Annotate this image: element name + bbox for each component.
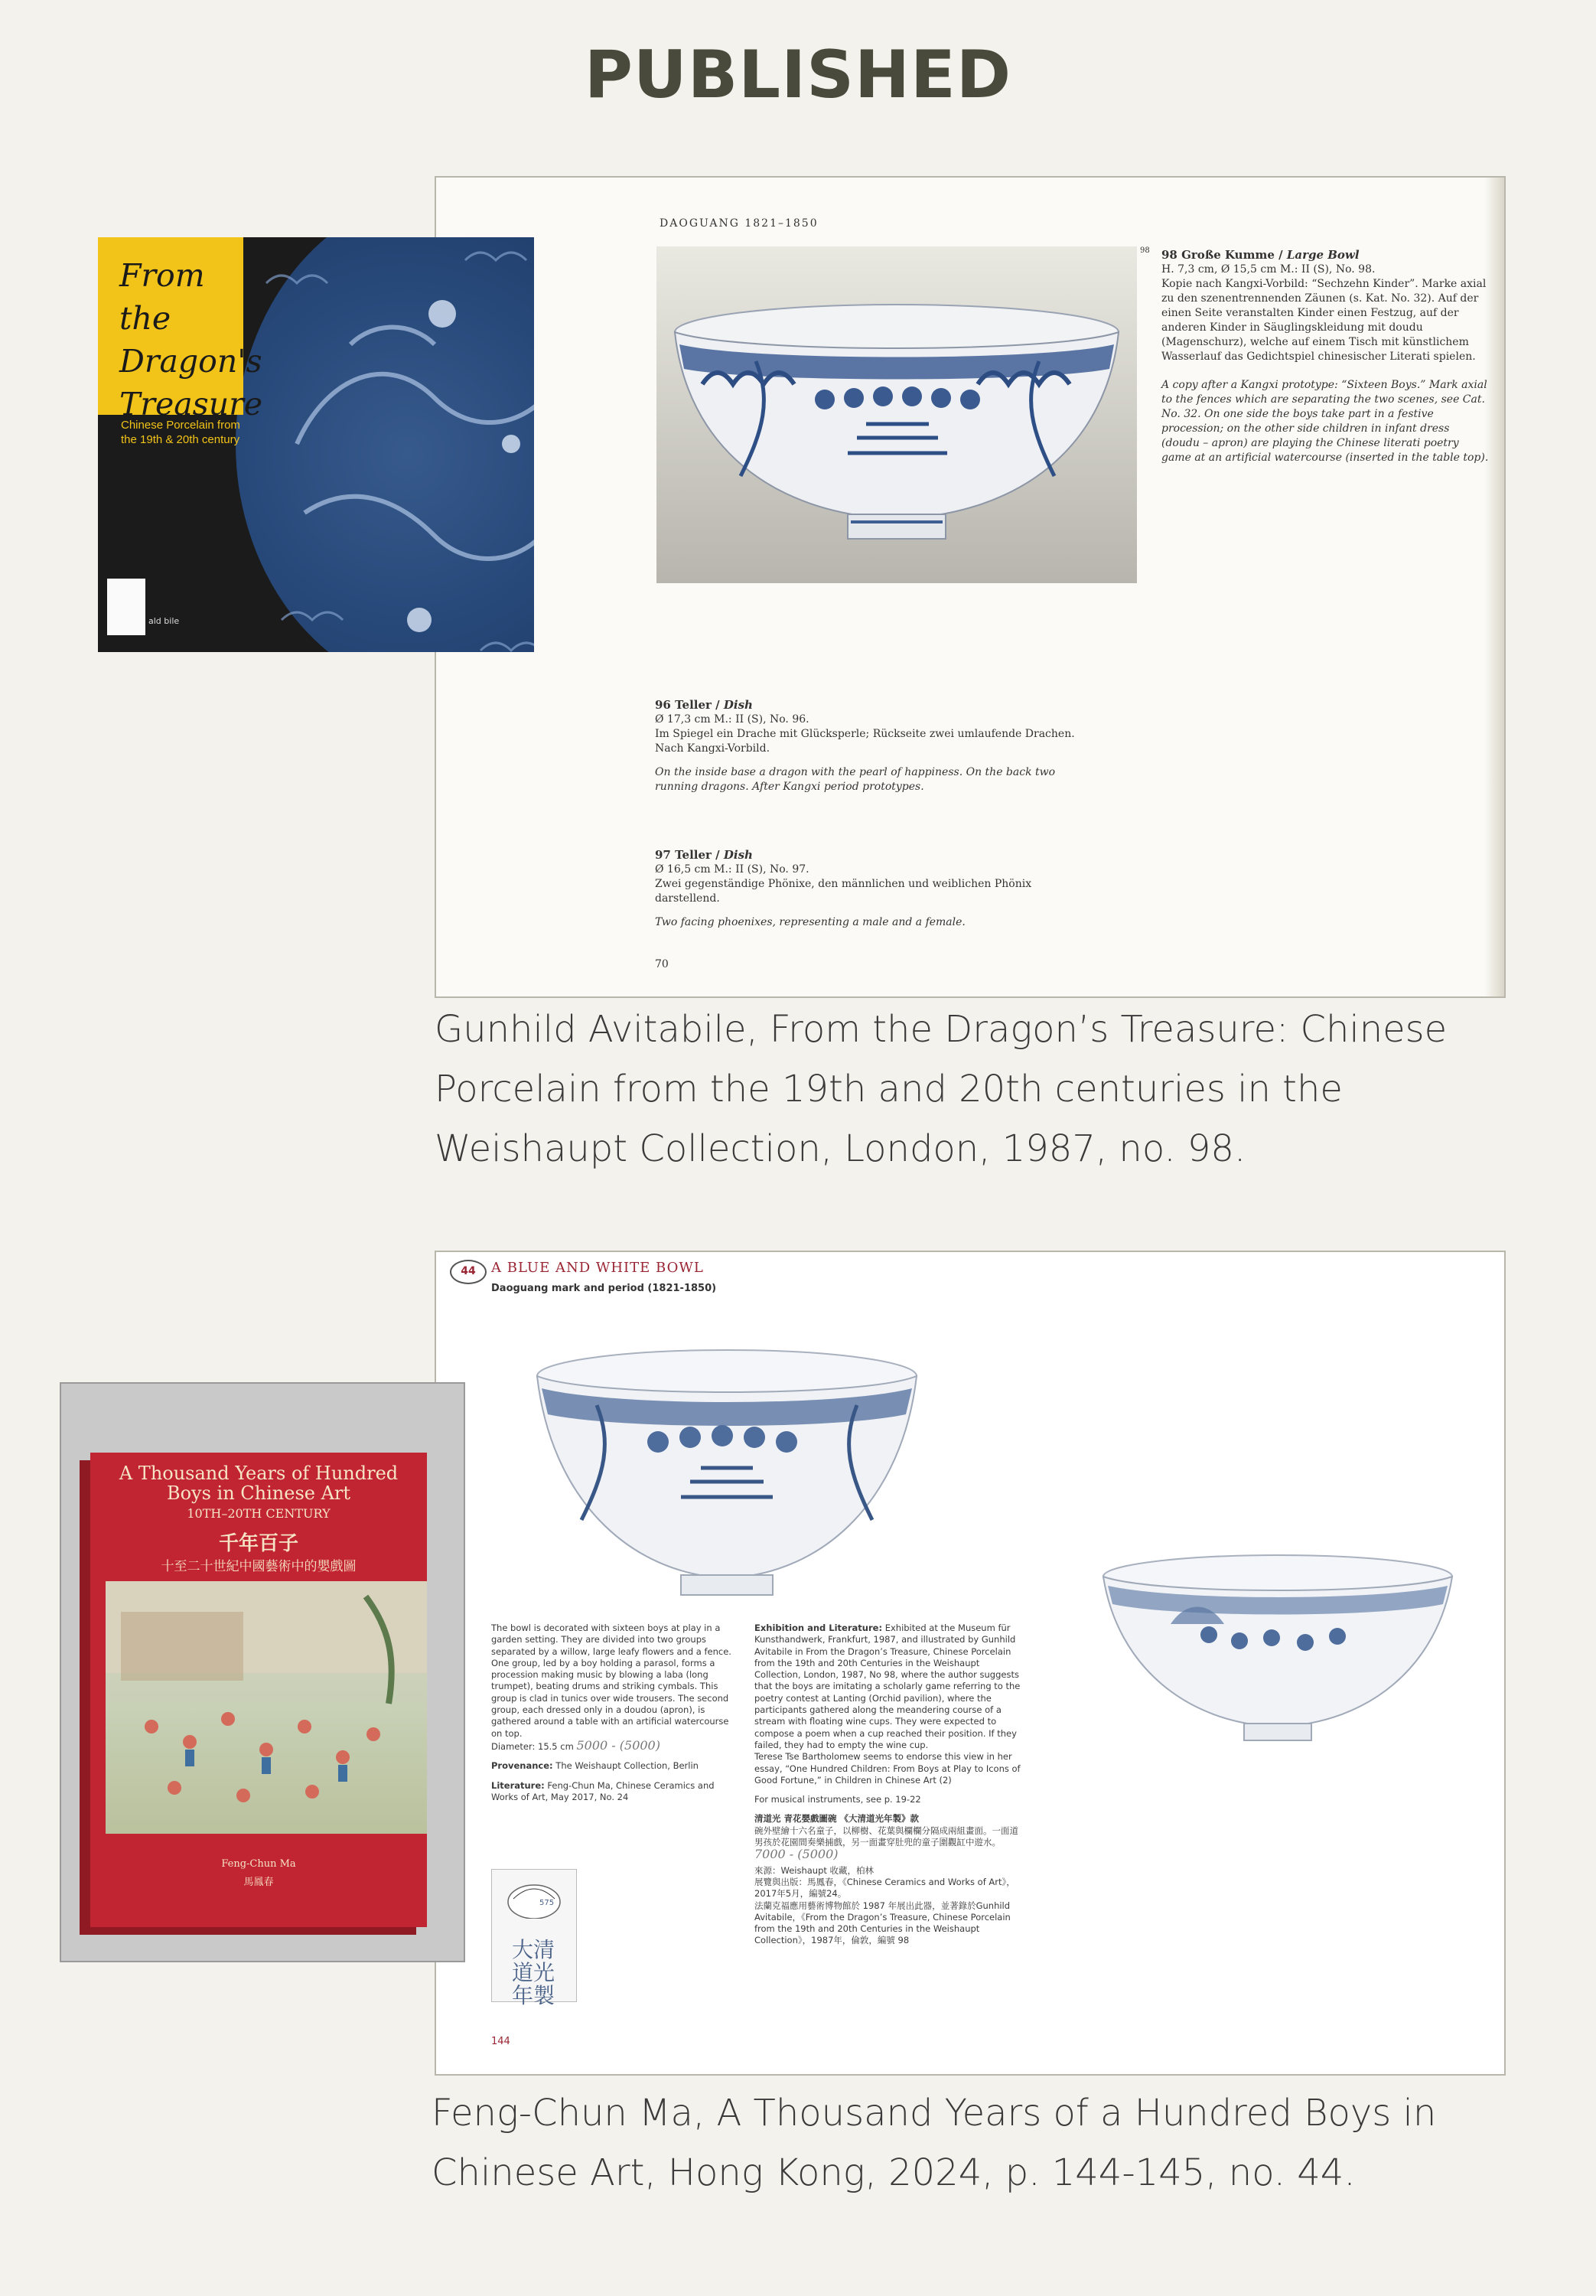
entry-98-german: Kopie nach Kangxi-Vorbild: “Sechzehn Kinder”. Marke axial zu den szenentrennenden Zäunen (s. Kat. No. 32). Auf der einen Seite veranstalten Kinder einen Festzug, auf der anderen Kinder in Säuglingskleidung mit doudu (Magenschurz), welche auf einem Tisch mit künstlichem Wasserlauf das Gedichtspiel chinesischer Literati spielen. (1161, 278, 1487, 363)
lot-diameter (491, 1737, 736, 1753)
provenance-value: The Weishaupt Collection, Berlin (552, 1760, 699, 1772)
entry-96-title (655, 698, 1083, 713)
reign-mark-characters: 大清道光年製 (511, 1937, 555, 2008)
lot-chinese-description: 碗外壁繪十六名童子，以柳樹、花葉與欄欄分隔成兩組畫面。一面道男孩於花園間奏樂捕戲，另一面畫穿肚兜的童子圍觀缸中遊水。 (754, 1825, 1018, 1848)
catalogue-spread-2 (435, 1251, 1506, 2076)
handwritten-note-2: 7000 - (5000) (754, 1847, 839, 1862)
book-author: Feng-Chun Ma (221, 1858, 296, 1870)
lot-musical: For musical instruments, see p. 19-22 (754, 1794, 921, 1805)
lot-exhibition (754, 1623, 1022, 1751)
caption-publication-2: Feng-Chun Ma, A Thousand Years of a Hundred Boys in Chinese Art, Hong Kong, 2024, p. 144-145, no. 44. (432, 2092, 1437, 2194)
library-tag (107, 579, 145, 635)
book-subtitle: 10TH–20TH CENTURY (187, 1506, 331, 1521)
cover-painting (106, 1581, 427, 1834)
seal-number: 575 (539, 1899, 555, 1907)
lot-chinese-literature: 展覽與出版：馬鳳春，《Chinese Ceramics and Works of Art》，2017年5月，編號24。 (754, 1876, 1015, 1900)
lot-chinese-provenance: 來源：Weishaupt 收藏，柏林 (754, 1864, 875, 1876)
lot-provenance (491, 1760, 736, 1772)
book-cover-dragons-treasure (98, 237, 534, 652)
book-photo-background (60, 1382, 465, 1962)
literature-label: Literature: (491, 1779, 545, 1791)
bowl-photo-large (528, 1344, 926, 1604)
exhibition-value: Exhibited at the Museum für Kunsthandwerk, Frankfurt, 1987, and illustrated by Gunhild Avitabile in From the Dragon’s Treasure, Chinese Porcelain from the 19th and 20th Centuries in the Weishaupt Collection, London, 1987, No 98, where the author suggests that the boys are imitating a scholarly game referring to the poetry contest at Lanting (Orchid pavilion), where the participants gathered along the meandering course of a stream with floating wine cups. They were expected to compose a poem when a cup reached their position. If they failed, they had to empty the wine cup. (754, 1623, 1021, 1750)
lot-description: The bowl is decorated with sixteen boys at play in a garden setting. They are divided into two groups separated by a willow, large leafy flowers and a fence. One group, led by a boy holding a parasol, forms a procession making music by blowing a laba (long trumpet), beating drums and striking cymbals. This group is clad in tunics over wide trousers. The second group, each dressed only in a doudou (apron), is gathered around a table with an artificial watercourse on top. (491, 1623, 731, 1739)
reign-mark-photo (491, 1869, 577, 2008)
lot-title: A BLUE AND WHITE BOWL (491, 1260, 704, 1276)
provenance-label: Provenance: (491, 1760, 553, 1772)
exhibition-label: Exhibition and Literature: (754, 1623, 883, 1633)
entry-97-german: Zwei gegenständige Phönixe, den männlichen und weiblichen Phönix darstellend. (655, 878, 1032, 905)
entry-97-english: Two facing phoenixes, representing a male and a female. (655, 916, 966, 928)
blue-white-bowl-illustration (656, 246, 1137, 583)
lot-chinese-title: 清道光 青花嬰戲圖碗 《大清道光年製》款 (754, 1813, 920, 1825)
running-head: DAOGUANG 1821–1850 (660, 217, 819, 230)
catalogue-spread-1 (435, 176, 1506, 998)
page-number: 70 (655, 958, 669, 970)
entry-97-title-de: 97 Teller / (655, 848, 724, 862)
lot-number: 44 (450, 1260, 487, 1284)
book-title: A Thousand Years of Hundred Boys in Chinese Art (119, 1463, 399, 1504)
lot-description-column (491, 1623, 736, 1803)
entry-96-title-de: 96 Teller / (655, 698, 724, 712)
entry-97-title-en: Dish (723, 848, 753, 862)
dragon-plate-image (236, 237, 534, 652)
book-author-chinese: 馬鳳春 (243, 1877, 274, 1888)
entry-98-title (1161, 248, 1490, 263)
book-title-chinese: 千年百子 (218, 1532, 298, 1555)
entry-98 (1161, 248, 1490, 465)
lot-bartholomew: Terese Tse Bartholomew seems to endorse this view in her essay, “One Hundred Children: From Boys at Play to Icons of Good Fortune,” in Children in Chinese Art (2) (754, 1751, 1021, 1786)
entry-98-english: A copy after a Kangxi prototype: “Sixteen Boys.” Mark axial to the fences which are separating the two scenes, see Cat. No. 32. On one side the boys take part in a festive procession; on the other side children in infant dress (doudu – apron) are playing the Chinese literati poetry game at an artificial watercourse (inserted in the table top). (1161, 379, 1489, 464)
entry-98-title-en: Large Bowl (1286, 248, 1360, 262)
plate-number: 98 (1140, 246, 1150, 255)
entry-97-title (655, 848, 1083, 863)
literature-value: Feng-Chun Ma, Chinese Ceramics and Works of Art, May 2017, No. 24 (491, 1779, 715, 1802)
book-subtitle: Chinese Porcelain from the 19th & 20th century (121, 419, 240, 446)
page-number: 144 (491, 2036, 510, 2047)
book-subtitle-chinese: 十至二十世紀中國藝術中的嬰戲圖 (161, 1559, 357, 1574)
entry-96 (655, 698, 1083, 794)
entry-98-dimensions: H. 7,3 cm, Ø 15,5 cm M.: II (S), No. 98. (1161, 263, 1376, 276)
bowl-photo-1 (656, 246, 1137, 583)
entry-96-title-en: Dish (723, 698, 753, 712)
book-title: From the Dragon's Treasure (119, 257, 262, 422)
book-cover-hundred-boys (90, 1453, 427, 1927)
caption-publication-1: Gunhild Avitabile, From the Dragon’s Treasure: Chinese Porcelain from the 19th and 20th centuries in the Weishaupt Collection, London, 1987, no. 98. (435, 1008, 1448, 1170)
lot-chinese-exhibition: 法蘭克福應用藝術博物館於 1987 年展出此器，並著錄於Gunhild Avitabile，《From the Dragon’s Treasure, Chinese Porcelain from the 19th and 20th Centuries in the Weishaupt Collection》，1987年，倫敦，編號 98 (754, 1900, 1011, 1946)
diameter-value: Diameter: 15.5 cm (491, 1740, 574, 1752)
entry-96-english: On the inside base a dragon with the pearl of happiness. On the back two running dragons. After Kangxi period prototypes. (655, 766, 1056, 793)
lot-subtitle: Daoguang mark and period (1821-1850) (491, 1283, 717, 1294)
page-heading: PUBLISHED (584, 37, 1012, 113)
children-at-play-image (106, 1581, 427, 1834)
dragon-icon (236, 237, 534, 652)
book-author-fragment: ald bile (148, 616, 180, 626)
entry-97 (655, 848, 1083, 930)
entry-96-dimensions: Ø 17,3 cm M.: II (S), No. 96. (655, 713, 809, 726)
bowl-photo-side (1094, 1551, 1461, 1750)
lot-exhibition-column (754, 1623, 1022, 1947)
handwritten-note-1: 5000 - (5000) (576, 1737, 660, 1753)
entry-97-dimensions: Ø 16,5 cm M.: II (S), No. 97. (655, 863, 809, 876)
entry-96-german: Im Spiegel ein Drache mit Glücksperle; Rückseite zwei umlaufende Drachen. Nach Kangxi-Vorbild. (655, 728, 1075, 755)
lot-literature (491, 1780, 736, 1804)
entry-98-title-de: 98 Große Kumme / (1161, 248, 1287, 262)
